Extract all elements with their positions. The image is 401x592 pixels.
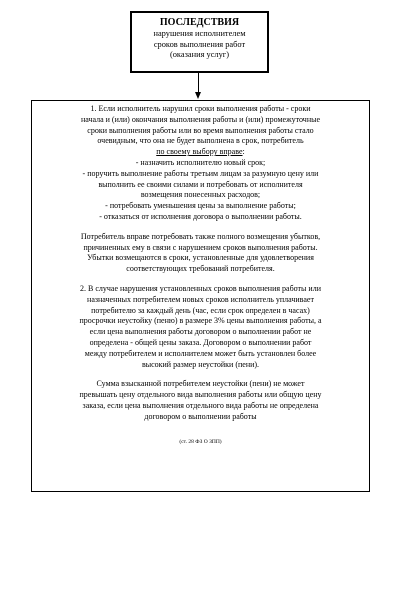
content-box (31, 100, 370, 492)
choice-line (37, 147, 364, 158)
option-line: - поручить выполнение работы третьим лицам за разумную цену или (82, 168, 319, 178)
text-line: сроки выполнения работы или во время выполнения работы стало (87, 125, 314, 135)
text-line: если цена выполнения работы договором о выполнении работ не (89, 327, 312, 337)
text-line: 2. В случае нарушения установленных сроков выполнения работы или (80, 283, 321, 293)
text-line: Потребитель вправе потребовать также полного возмещения убытков, (80, 231, 321, 241)
header-subtitle-line: нарушения исполнителем (153, 29, 246, 38)
text-line: соответствующих требований потребителя. (126, 264, 275, 274)
text-line: Сумма взысканной потребителем неустойки (пени) не может (96, 379, 305, 389)
consequences-header-box (130, 11, 269, 73)
connector-line (198, 73, 199, 93)
text-line: начала и (или) окончания выполнения работы и (или) промежуточные (80, 114, 321, 124)
text-line: назначенных потребителем новых сроков исполнитель уплачивает (87, 294, 314, 304)
header-subtitle-line: (оказания услуг) (169, 50, 230, 59)
text-line: заказа, если цена выполнения отдельного вида работы не определена (82, 400, 319, 410)
text-line: определена - общей цены заказа. Договором о выполнении работ (89, 337, 312, 347)
text-line: 1. Если исполнитель нарушил сроки выполнения работы - сроки (90, 104, 311, 113)
choice-suffix: : (242, 147, 245, 157)
law-reference: (ст. 28 ФЗ О ЗПП) (179, 438, 222, 445)
arrow-down-icon (195, 92, 201, 99)
text-line: просрочки неустойку (пеню) в размере 3% цены выполнения работы, а (79, 316, 322, 326)
option-line: - отказаться от исполнения договора о выполнении работы. (99, 211, 302, 221)
text-line: Убытки возмещаются в сроки, установленные для удовлетворения (87, 253, 314, 263)
text-line: между потребителем и исполнителем может быть установлен более (84, 348, 317, 358)
option-line: - назначить исполнителю новый срок; (135, 157, 266, 167)
text-line: договором о выполнении работы (144, 411, 257, 421)
text-line: причиненных ему в связи с нарушением сроков выполнения работы. (83, 242, 318, 252)
text-line: потребителю за каждый день (час, если срок определен в часах) (91, 305, 310, 315)
option-line: возмещения понесенных расходов; (140, 190, 261, 200)
text-line: очевидным, что она не будет выполнена в срок, потребитель (97, 136, 304, 146)
option-line: выполнить ее своими силами и потребовать от исполнителя (98, 179, 303, 189)
text-line: высокий размер неустойки (пени). (141, 359, 260, 369)
header-subtitle-line: сроков выполнения работ (153, 39, 246, 49)
text-line: превышать цену отдельного вида выполнения работы или общую цену (79, 390, 322, 400)
header-title: ПОСЛЕДСТВИЯ (159, 17, 240, 28)
option-line: - потребовать уменьшения цены за выполнение работы; (105, 201, 296, 211)
choice-underlined-text: по своему выбору вправе (156, 147, 243, 157)
